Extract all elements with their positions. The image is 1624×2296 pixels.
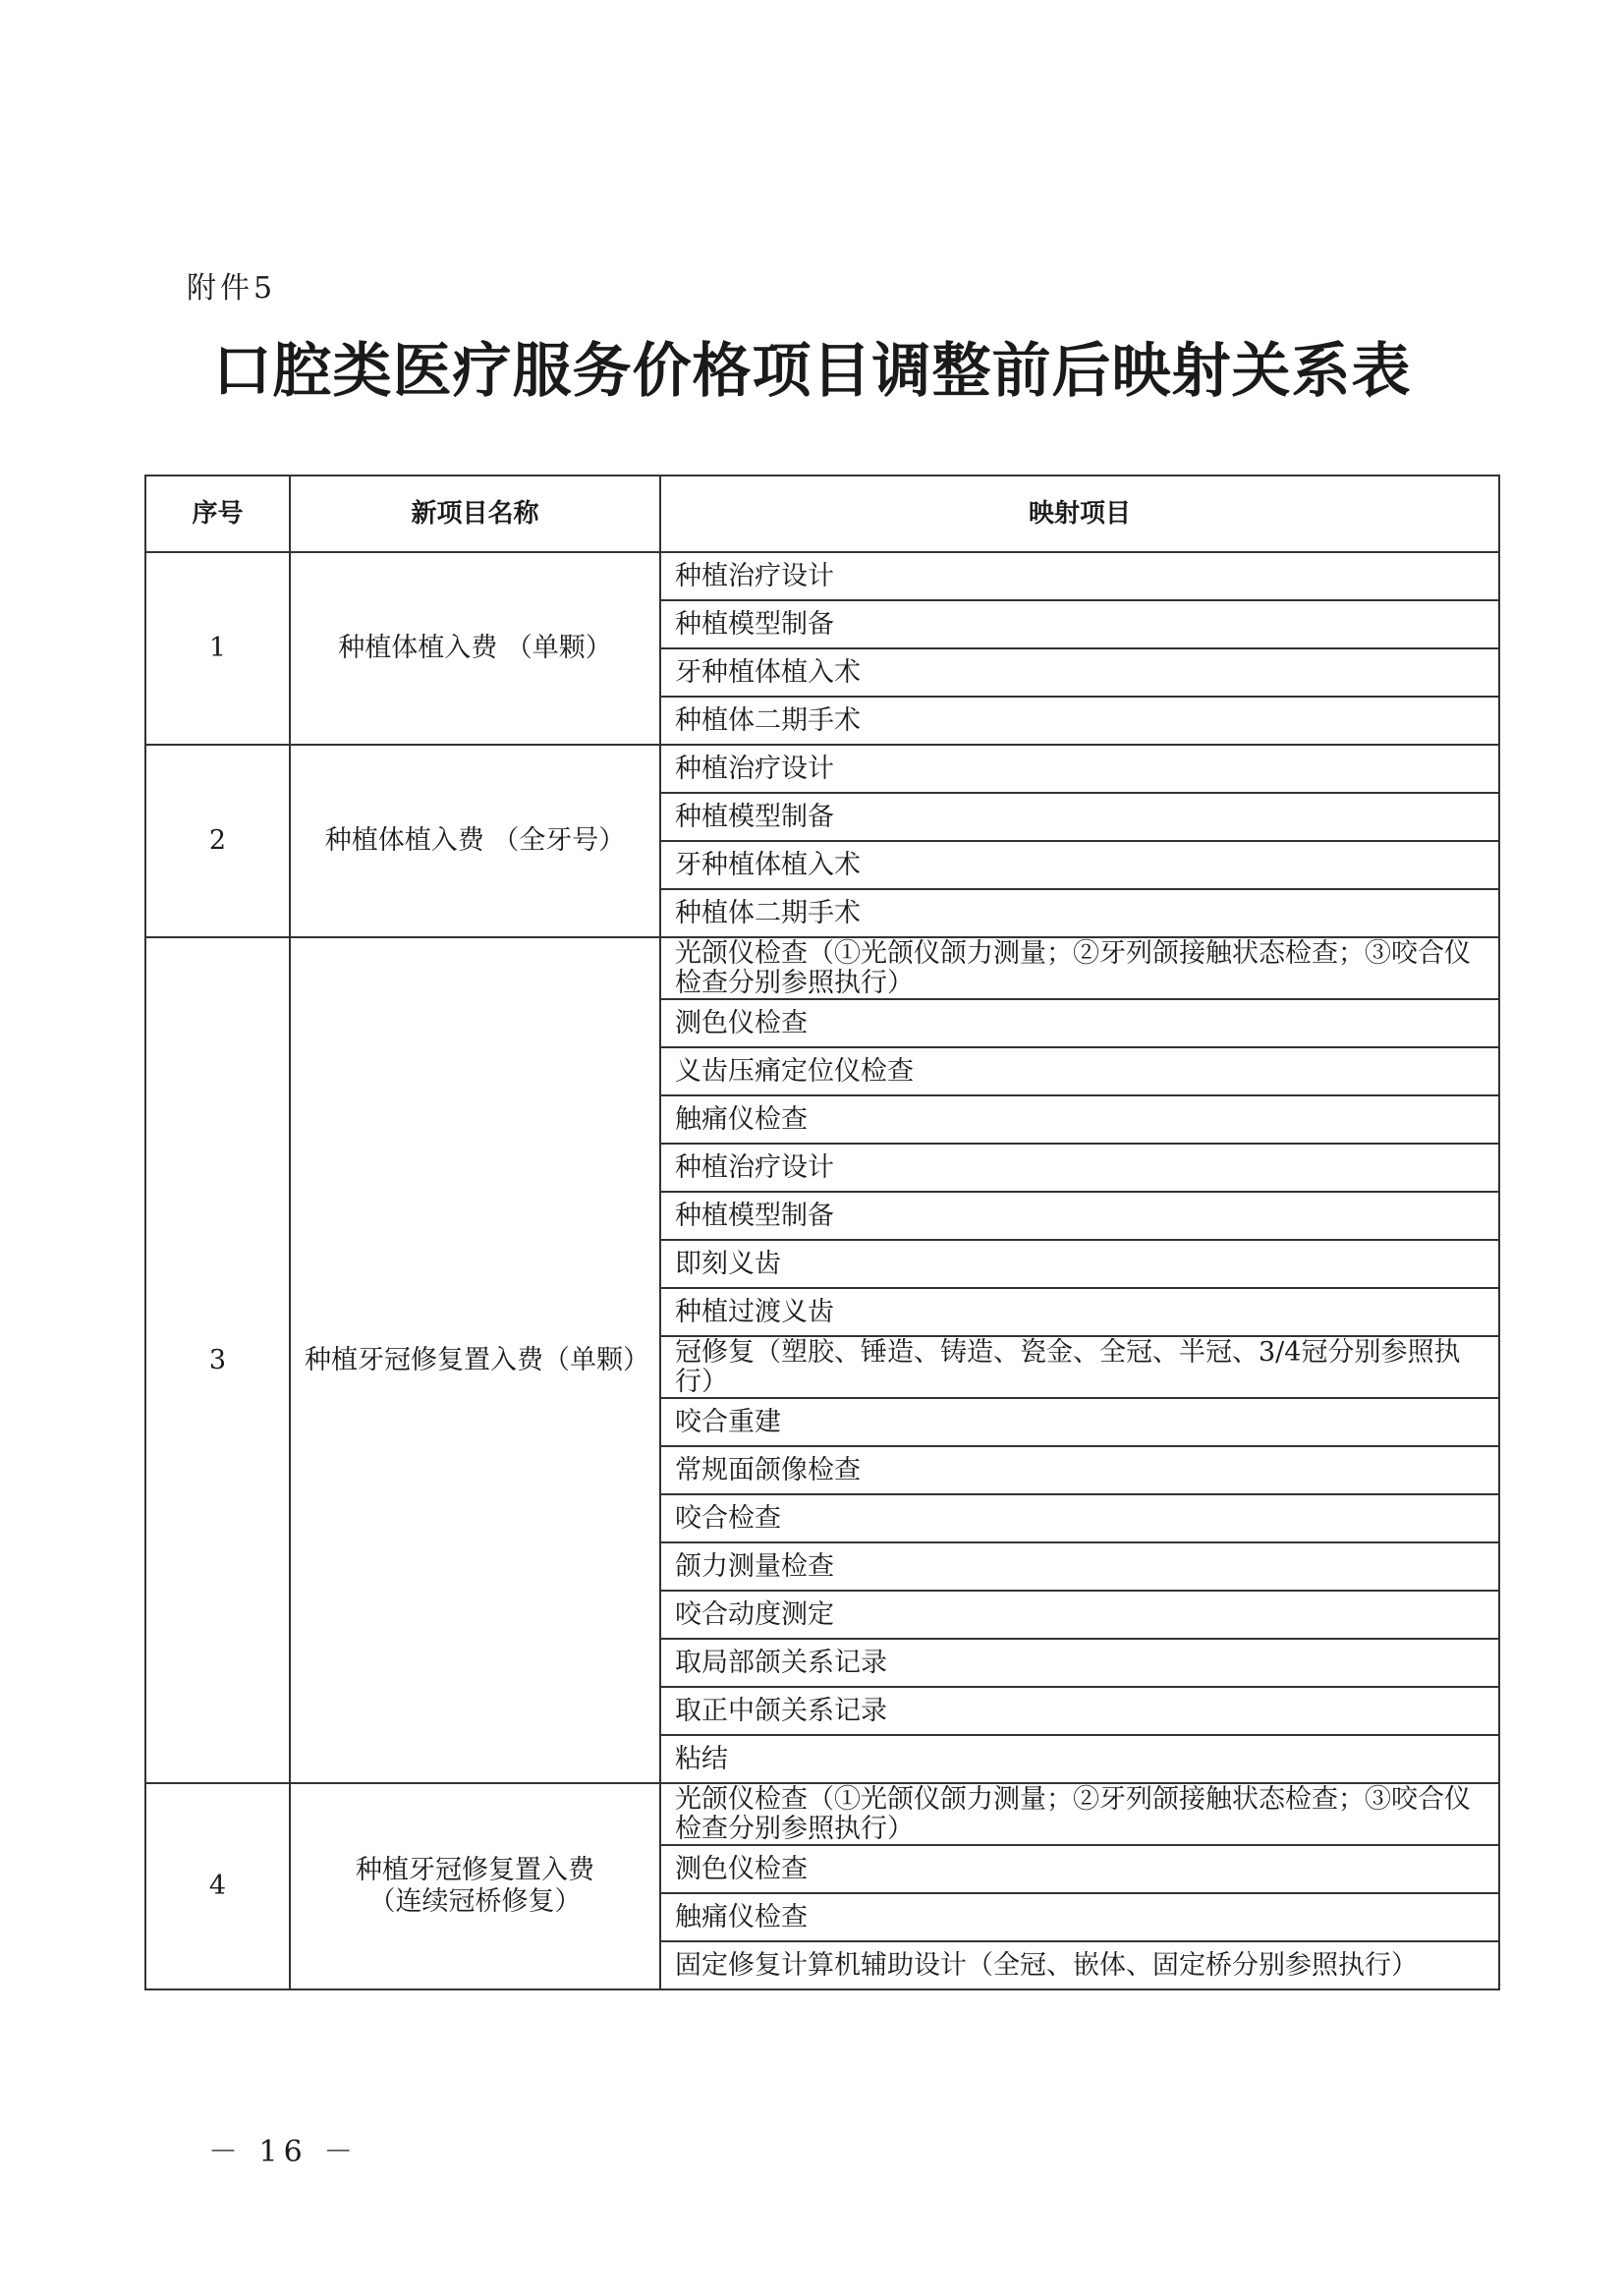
mapped-item: 测色仪检查 bbox=[660, 1845, 1499, 1893]
mapped-item: 种植体二期手术 bbox=[660, 697, 1499, 745]
mapping-table bbox=[144, 475, 1500, 1990]
row-index: 3 bbox=[145, 937, 290, 1783]
mapped-item: 义齿压痛定位仪检查 bbox=[660, 1047, 1499, 1095]
mapped-item: 咬合检查 bbox=[660, 1494, 1499, 1542]
table-row bbox=[145, 552, 1499, 600]
header-mapped: 映射项目 bbox=[660, 476, 1499, 552]
mapped-item: 取正中颌关系记录 bbox=[660, 1687, 1499, 1735]
table-row bbox=[145, 745, 1499, 793]
mapped-item: 牙种植体植入术 bbox=[660, 648, 1499, 697]
mapped-item: 粘结 bbox=[660, 1735, 1499, 1783]
row-index: 4 bbox=[145, 1783, 290, 1989]
mapped-item: 即刻义齿 bbox=[660, 1240, 1499, 1288]
mapped-item: 颌力测量检查 bbox=[660, 1542, 1499, 1591]
row-name: 种植牙冠修复置入费（单颗） bbox=[290, 937, 660, 1783]
row-name-line1: 种植牙冠修复置入费 bbox=[356, 1855, 594, 1885]
mapped-item: 种植模型制备 bbox=[660, 600, 1499, 648]
mapped-item: 咬合重建 bbox=[660, 1398, 1499, 1446]
mapped-item: 光颌仪检查（①光颌仪颌力测量；②牙列颌接触状态检查；③咬合仪检查分别参照执行） bbox=[660, 1783, 1499, 1845]
table-row bbox=[145, 1783, 1499, 1845]
mapped-item: 种植治疗设计 bbox=[660, 1144, 1499, 1192]
attachment-label: 附件5 bbox=[187, 271, 277, 306]
row-name: 种植体植入费 （单颗） bbox=[290, 552, 660, 745]
page-number: － 16 － bbox=[208, 2135, 360, 2169]
header-name: 新项目名称 bbox=[290, 476, 660, 552]
mapped-item: 牙种植体植入术 bbox=[660, 841, 1499, 889]
mapped-item: 冠修复（塑胶、锤造、铸造、瓷金、全冠、半冠、3/4冠分别参照执行） bbox=[660, 1336, 1499, 1398]
mapped-item: 种植模型制备 bbox=[660, 1192, 1499, 1240]
header-row bbox=[145, 476, 1499, 552]
header-index: 序号 bbox=[145, 476, 290, 552]
mapped-item: 取局部颌关系记录 bbox=[660, 1639, 1499, 1687]
mapped-item: 咬合动度测定 bbox=[660, 1591, 1499, 1639]
mapped-item: 固定修复计算机辅助设计（全冠、嵌体、固定桥分别参照执行） bbox=[660, 1941, 1499, 1989]
mapped-item: 测色仪检查 bbox=[660, 999, 1499, 1047]
row-name-line2: （连续冠桥修复） bbox=[368, 1886, 582, 1917]
document-title: 口腔类医疗服务价格项目调整前后映射关系表 bbox=[212, 337, 1412, 406]
mapped-item: 触痛仪检查 bbox=[660, 1095, 1499, 1144]
mapped-item: 种植过渡义齿 bbox=[660, 1288, 1499, 1336]
row-index: 2 bbox=[145, 745, 290, 937]
mapped-item: 种植模型制备 bbox=[660, 793, 1499, 841]
mapped-item: 种植治疗设计 bbox=[660, 745, 1499, 793]
table-row bbox=[145, 937, 1499, 999]
mapped-item: 常规面颌像检查 bbox=[660, 1446, 1499, 1494]
mapped-item: 种植体二期手术 bbox=[660, 889, 1499, 937]
row-index: 1 bbox=[145, 552, 290, 745]
mapped-item: 光颌仪检查（①光颌仪颌力测量；②牙列颌接触状态检查；③咬合仪检查分别参照执行） bbox=[660, 937, 1499, 999]
mapped-item: 触痛仪检查 bbox=[660, 1893, 1499, 1941]
row-name bbox=[290, 1783, 660, 1989]
row-name: 种植体植入费 （全牙号） bbox=[290, 745, 660, 937]
mapped-item: 种植治疗设计 bbox=[660, 552, 1499, 600]
